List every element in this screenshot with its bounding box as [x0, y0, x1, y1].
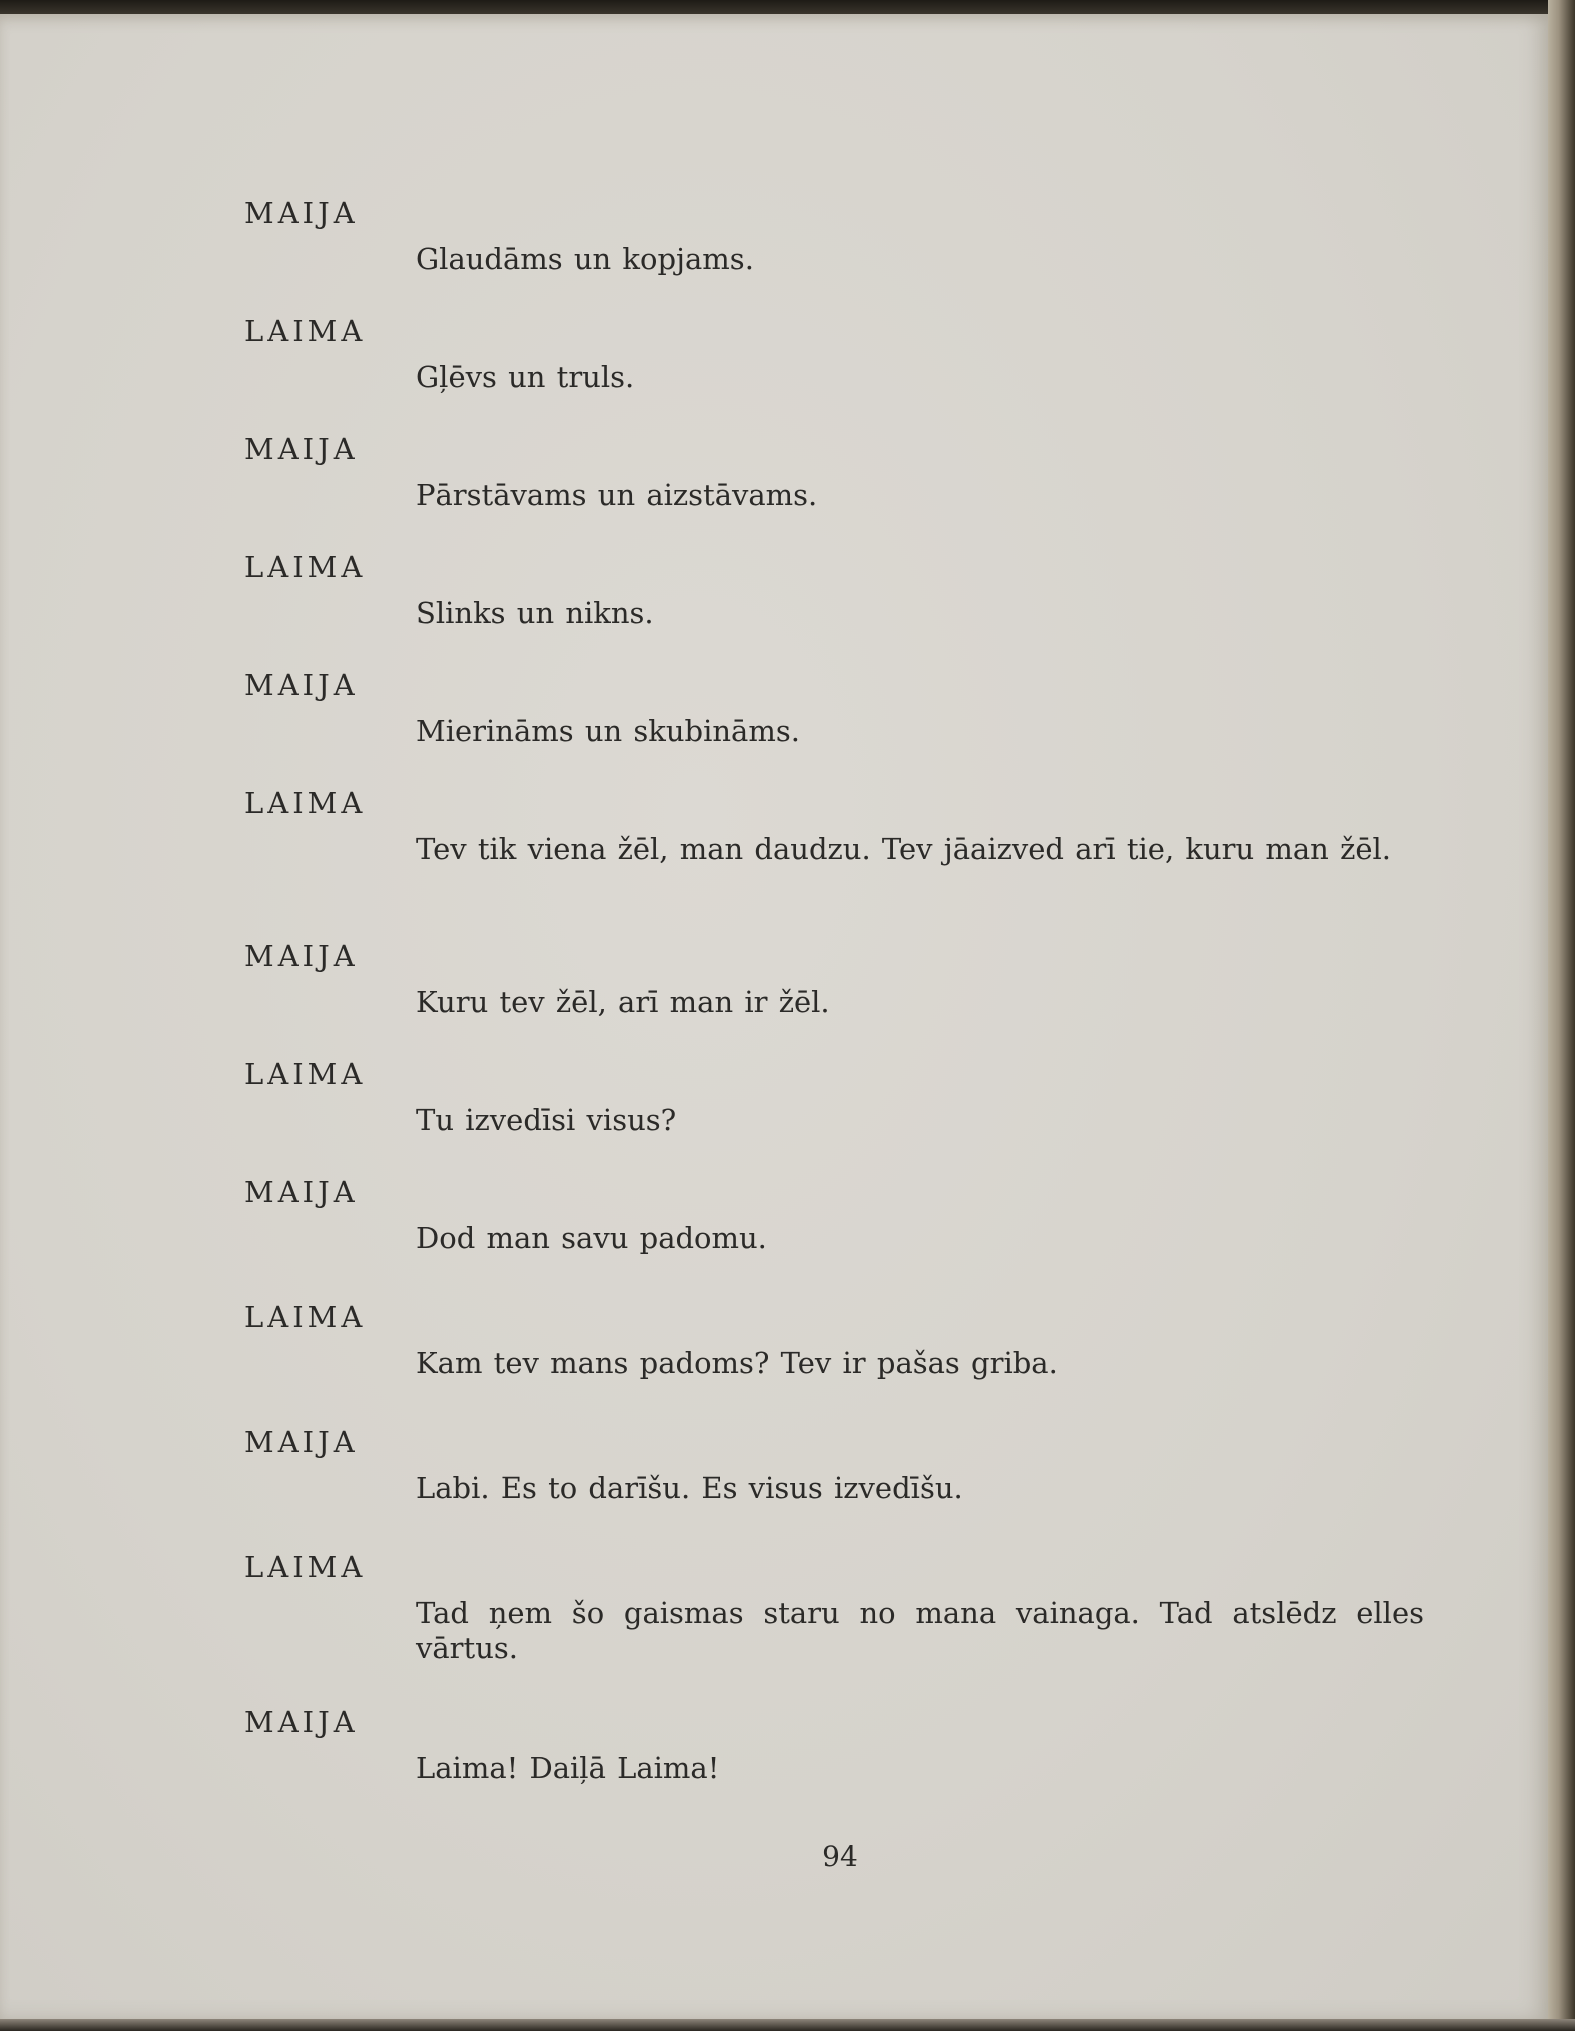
speaker-name: MAIJA: [244, 196, 359, 230]
dialogue-line: Kuru tev žēl, arī man ir žēl.: [416, 985, 830, 1019]
speaker-name: MAIJA: [244, 939, 359, 973]
speaker-name: MAIJA: [244, 1175, 359, 1209]
speaker-name: MAIJA: [244, 1425, 359, 1459]
dialogue-line: Pārstāvams un aizstāvams.: [416, 478, 818, 512]
dialogue-line: Slinks un nikns.: [416, 596, 654, 630]
dialogue-line: Kam tev mans padoms? Tev ir pašas griba.: [416, 1346, 1058, 1380]
speaker-name: MAIJA: [244, 668, 359, 702]
speaker-name: LAIMA: [244, 1550, 367, 1584]
dialogue-line: Gļēvs un truls.: [416, 360, 635, 394]
speaker-name: LAIMA: [244, 1300, 367, 1334]
dialogue-line: Laima! Daiļā Laima!: [416, 1751, 720, 1785]
speaker-name: LAIMA: [244, 1057, 367, 1091]
book-bottom-edge: [0, 2019, 1575, 2031]
dialogue-line: Labi. Es to darīšu. Es visus izvedīšu.: [416, 1471, 963, 1505]
dialogue-line: Glaudāms un kopjams.: [416, 242, 754, 276]
dialogue-line: Tev tik viena žēl, man daudzu. Tev jāaizved arī tie, kuru man žēl.: [416, 832, 1392, 866]
dialogue-line: Tu izvedīsi visus?: [416, 1103, 677, 1137]
book-spine-edge: [1548, 0, 1575, 2031]
page-number: 94: [822, 1840, 858, 1873]
dialogue-line: Dod man savu padomu.: [416, 1221, 767, 1255]
speaker-name: LAIMA: [244, 786, 367, 820]
book-page: [0, 14, 1548, 2019]
speaker-name: LAIMA: [244, 314, 367, 348]
speaker-name: MAIJA: [244, 1705, 359, 1739]
dialogue-line: Mierināms un skubināms.: [416, 714, 800, 748]
book-top-edge: [0, 0, 1575, 14]
speaker-name: LAIMA: [244, 550, 367, 584]
dialogue-line: Tad ņem šo gaismas staru no mana vainaga. Tad atslēdz elles vārtus.: [416, 1596, 1424, 1665]
speaker-name: MAIJA: [244, 432, 359, 466]
